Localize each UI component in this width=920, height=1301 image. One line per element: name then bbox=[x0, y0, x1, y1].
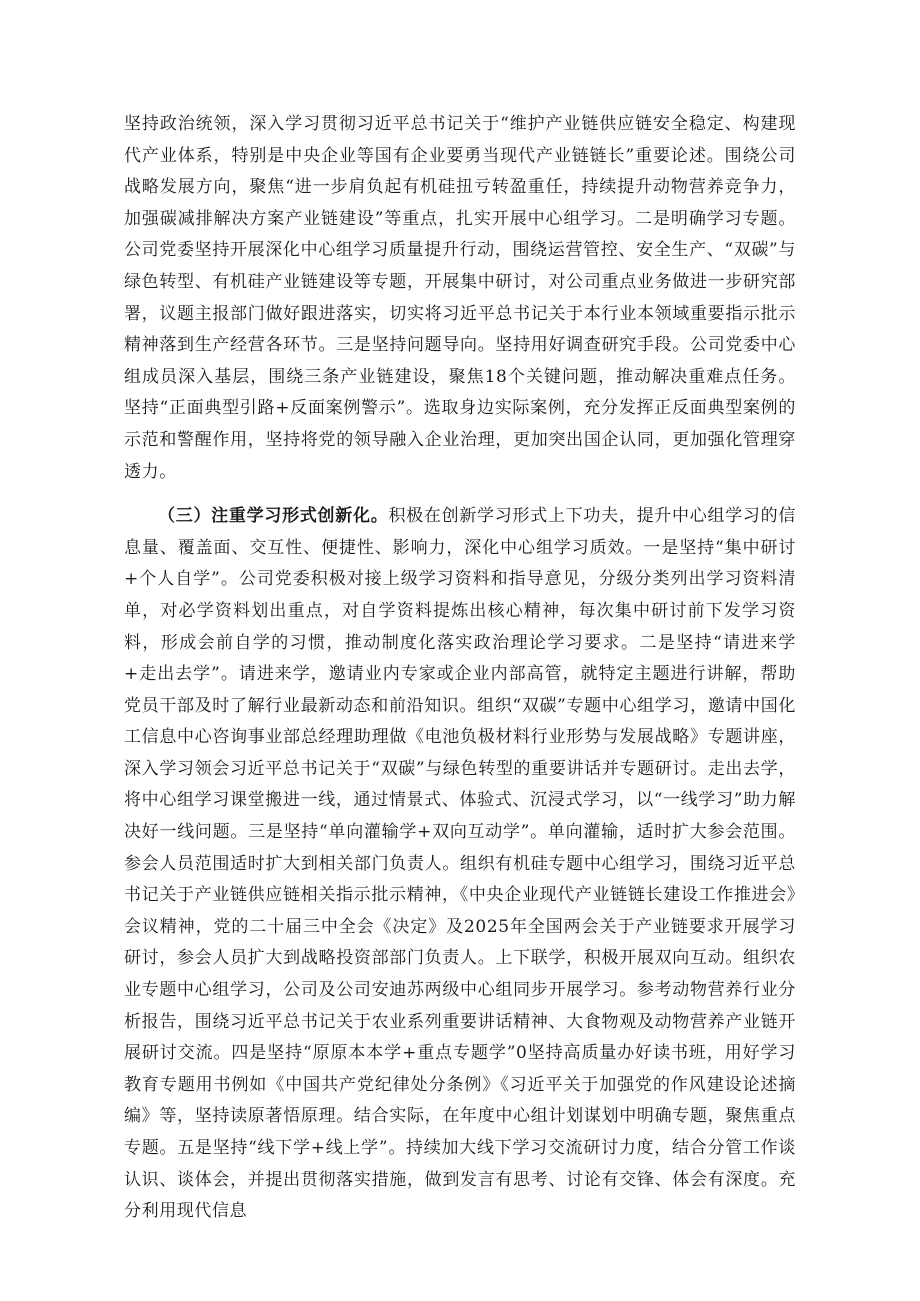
body-paragraph-1: 坚持政治统领，深入学习贯彻习近平总书记关于“维护产业链供应链安全稳定、构建现代产业体系，特别是中央企业等国有企业要勇当现代产业链链长”重要论述。围绕公司战略发展方向，聚焦“进一步肩负起有机硅扭亏转盈重任，持续提升动物营养竞争力，加强碳减排解决方案产业链建设”等重点，扎实开展中心组学习。二是明确学习专题。公司党委坚持开展深化中心组学习质量提升行动，围绕运营管控、安全生产、“双碳”与绿色转型、有机硅产业链建设等专题，开展集中研讨，对公司重点业务做进一步研究部署，议题主报部门做好跟进落实，切实将习近平总书记关于本行业本领域重要指示批示精神落到生产经营各环节。三是坚持问题导向。坚持用好调查研究手段。公司党委中心组成员深入基层，围绕三条产业链建设，聚焦18个关键问题，推动解决重难点任务。坚持“正面典型引路+反面案例警示”。选取身边实际案例，充分发挥正反面典型案例的示范和警醒作用，坚持将党的领导融入企业治理，更加突出国企认同，更加强化管理穿透力。 bbox=[124, 114, 796, 482]
section-body: 积极在创新学习形式上下功夫，提升中心组学习的信息量、覆盖面、交互性、便捷性、影响力，深化中心组学习质效。一是坚持“集中研讨+个人自学”。公司党委积极对接上级学习资料和指导意见，分级分类列出学习资料清单，对必学资料划出重点，对自学资料提炼出核心精神，每次集中研讨前下发学习资料，形成会前自学的习惯，推动制度化落实政治理论学习要求。二是坚持“请进来学+走出去学”。请进来学，邀请业内专家或企业内部高管，就特定主题进行讲解，帮助党员干部及时了解行业最新动态和前沿知识。组织“双碳”专题中心组学习，邀请中国化工信息中心咨询事业部总经理助理做《电池负极材料行业形势与发展战略》专题讲座，深入学习领会习近平总书记关于“双碳”与绿色转型的重要讲话并专题研讨。走出去学，将中心组学习课堂搬进一线，通过情景式、体验式、沉浸式学习，以“一线学习”助力解决好一线问题。三是坚持“单向灌输学+双向互动学”。单向灌输，适时扩大参会范围。参会人员范围适时扩大到相关部门负责人。组织有机硅专题中心组学习，围绕习近平总书记关于产业链供应链相关指示批示精神，《中央企业现代产业链链长建设工作推进会》会议精神，党的二十届三中全会《决定》及2025年全国两会关于产业链要求开展学习研讨，参会人员扩大到战略投资部部门负责人。上下联学，积极开展双向互动。组织农业专题中心组学习，公司及公司安迪苏两级中心组同步开展学习。参考动物营养行业分析报告，围绕习近平总书记关于农业系列重要讲话精神、大食物观及动物营养产业链开展研讨交流。四是坚持“原原本本学+重点专题学”0坚持高质量办好读书班，用好学习教育专题用书例如《中国共产党纪律处分条例》《习近平关于加强党的作风建设论述摘编》等，坚持读原著悟原理。结合实际，在年度中心组计划谋划中明确专题，聚焦重点专题。五是坚持“线下学+线上学”。持续加大线下学习交流研讨力度，结合分管工作谈认识、谈体会，并提出贯彻落实措施，做到发言有思考、讨论有交锋、体会有深度。充分利用现代信息 bbox=[124, 506, 796, 1222]
body-paragraph-2 bbox=[124, 501, 796, 1228]
document-page bbox=[124, 109, 796, 1228]
section-heading: （三）注重学习形式创新化。 bbox=[158, 506, 389, 527]
